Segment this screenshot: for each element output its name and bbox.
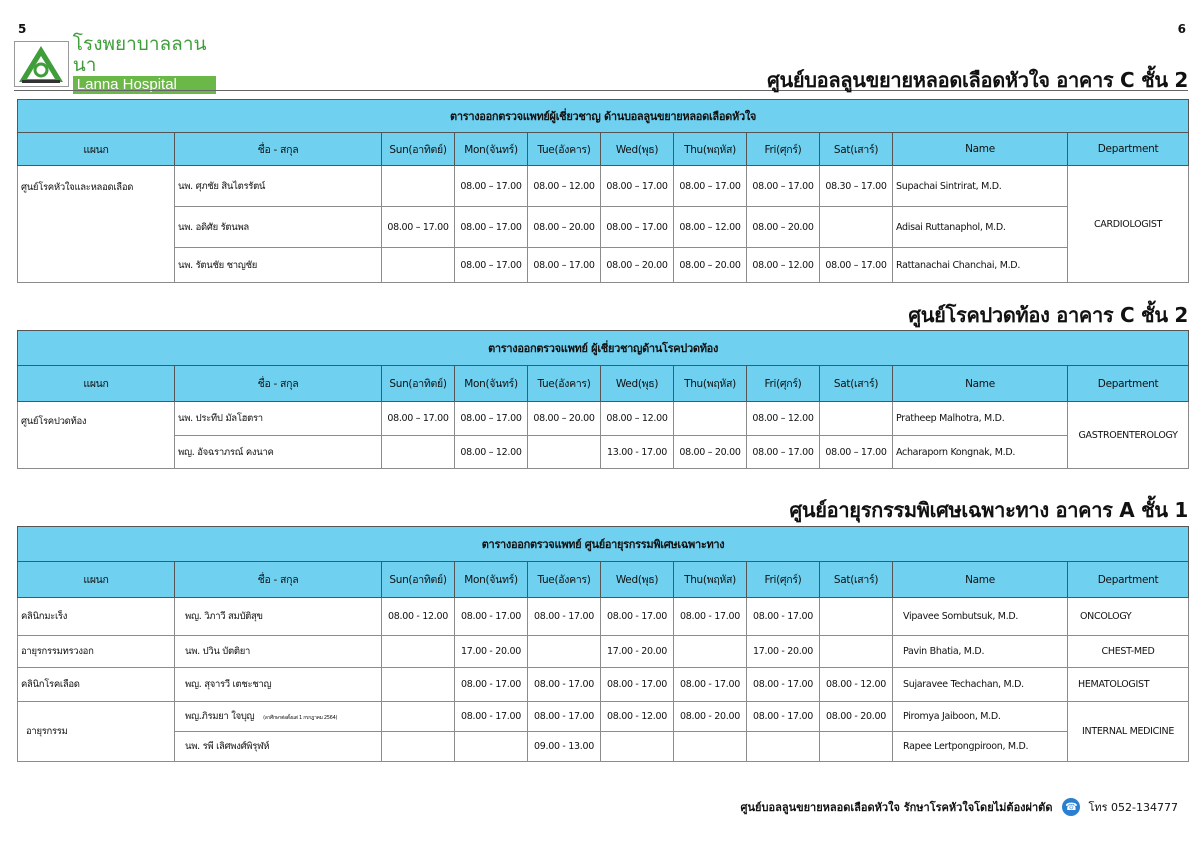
schedule-cell: 08.00 – 17.00 bbox=[382, 207, 455, 248]
department-cell: ONCOLOGY bbox=[1068, 598, 1189, 636]
schedule-cell: 08.00 – 12.00 bbox=[528, 166, 601, 207]
header-cell: ชื่อ - สกุล bbox=[175, 133, 382, 166]
schedule-table-cardiac bbox=[17, 99, 1189, 283]
footer-phone: โทร 052-134777 bbox=[1088, 801, 1178, 814]
header-cell: Sat(เสาร์) bbox=[820, 133, 893, 166]
table-title: ตารางออกตรวจแพทย์ ศูนย์อายุรกรรมพิเศษเฉพาะทาง bbox=[18, 527, 1189, 562]
schedule-cell: 08.00 – 20.00 bbox=[747, 207, 820, 248]
schedule-cell: 08.00 - 17.00 bbox=[528, 668, 601, 702]
header-cell: Sun(อาทิตย์) bbox=[382, 133, 455, 166]
schedule-cell: 08.00 - 12.00 bbox=[820, 668, 893, 702]
schedule-cell: 08.00 – 20.00 bbox=[601, 248, 674, 283]
doctor-name-th: นพ. ปวิน บัตติยา bbox=[175, 636, 382, 668]
doctor-name-th: พญ. สุจารวี เตชะชาญ bbox=[175, 668, 382, 702]
doctor-name-en: Supachai Sintrirat, M.D. bbox=[893, 166, 1068, 207]
schedule-cell: 08.00 - 17.00 bbox=[601, 598, 674, 636]
logo-english-text: Lanna Hospital bbox=[73, 76, 216, 94]
header-cell: Sun(อาทิตย์) bbox=[382, 366, 455, 402]
header-cell: Fri(ศุกร์) bbox=[747, 366, 820, 402]
schedule-cell: 08.00 - 17.00 bbox=[455, 702, 528, 732]
schedule-cell: 09.00 - 13.00 bbox=[528, 732, 601, 762]
schedule-cell: 08.00 - 17.00 bbox=[747, 668, 820, 702]
header-cell: Tue(อังคาร) bbox=[528, 133, 601, 166]
header-cell: Tue(อังคาร) bbox=[528, 366, 601, 402]
schedule-cell bbox=[820, 402, 893, 436]
schedule-cell bbox=[382, 436, 455, 469]
schedule-cell: 08.00 - 17.00 bbox=[528, 702, 601, 732]
schedule-cell: 08.00 – 12.00 bbox=[455, 436, 528, 469]
table-row bbox=[18, 702, 1189, 732]
doctor-name-th: นพ. ศุภชัย สินไตรรัตน์ bbox=[175, 166, 382, 207]
table-row bbox=[18, 732, 1189, 762]
section-title-cardiac: ศูนย์บอลลูนขยายหลอดเลือดหัวใจ อาคาร C ชั้น 2 bbox=[767, 68, 1188, 92]
schedule-cell: 08.00 - 20.00 bbox=[674, 702, 747, 732]
doctor-name-en: Pavin Bhatia, M.D. bbox=[893, 636, 1068, 668]
schedule-cell bbox=[674, 732, 747, 762]
doctor-name-en: Rapee Lertpongpiroon, M.D. bbox=[893, 732, 1068, 762]
header-cell: Thu(พฤหัส) bbox=[674, 562, 747, 598]
schedule-cell: 08.00 - 17.00 bbox=[601, 668, 674, 702]
schedule-cell: 08.00 - 17.00 bbox=[674, 598, 747, 636]
schedule-cell: 08.00 – 17.00 bbox=[455, 402, 528, 436]
header-cell: Mon(จันทร์) bbox=[455, 562, 528, 598]
header-cell: Sun(อาทิตย์) bbox=[382, 562, 455, 598]
schedule-cell: 08.00 – 20.00 bbox=[528, 207, 601, 248]
header-cell: ชื่อ - สกุล bbox=[175, 562, 382, 598]
department-cell: HEMATOLOGIST bbox=[1068, 668, 1189, 702]
schedule-cell: 08.00 – 17.00 bbox=[601, 207, 674, 248]
header-cell: แผนก bbox=[18, 133, 175, 166]
page-number-left: 5 bbox=[18, 22, 27, 36]
doctor-note: (ลาศึกษาต่อตั้งแต่ 1 กรกฎาคม 2564) bbox=[263, 715, 338, 721]
logo-thai-text: โรงพยาบาลลานนา bbox=[72, 33, 207, 76]
schedule-cell: 08.00 - 17.00 bbox=[747, 598, 820, 636]
page-number-right: 6 bbox=[1177, 22, 1186, 36]
doctor-name-en: Pratheep Malhotra, M.D. bbox=[893, 402, 1068, 436]
department-cell: CHEST-MED bbox=[1068, 636, 1189, 668]
header-cell: Wed(พุธ) bbox=[601, 366, 674, 402]
schedule-cell bbox=[820, 636, 893, 668]
doctor-name-th: นพ. รัตนชัย ชาญชัย bbox=[175, 248, 382, 283]
section-title-internal-med: ศูนย์อายุรกรรมพิเศษเฉพาะทาง อาคาร A ชั้น 1 bbox=[789, 498, 1188, 522]
schedule-cell bbox=[820, 732, 893, 762]
schedule-cell: 13.00 - 17.00 bbox=[601, 436, 674, 469]
doctor-name-th: พญ. วิภาวี สมบัติสุข bbox=[175, 598, 382, 636]
header-cell: Sat(เสาร์) bbox=[820, 366, 893, 402]
schedule-cell: 08.00 – 20.00 bbox=[674, 436, 747, 469]
footer bbox=[741, 798, 1178, 816]
schedule-cell: 08.00 - 17.00 bbox=[747, 702, 820, 732]
header-cell: Mon(จันทร์) bbox=[455, 133, 528, 166]
schedule-cell bbox=[382, 702, 455, 732]
schedule-cell: 08.00 – 17.00 bbox=[747, 166, 820, 207]
schedule-cell: 08.00 – 17.00 bbox=[747, 436, 820, 469]
schedule-cell bbox=[674, 402, 747, 436]
header-cell: Department bbox=[1068, 562, 1189, 598]
table-title: ตารางออกตรวจแพทย์ผู้เชี่ยวชาญ ด้านบอลลูนขยายหลอดเลือดหัวใจ bbox=[18, 100, 1189, 133]
schedule-cell: 08.00 – 17.00 bbox=[382, 402, 455, 436]
unit-cell: อายุรกรรม bbox=[18, 702, 175, 762]
schedule-cell: 08.00 – 20.00 bbox=[674, 248, 747, 283]
doctor-name-th: นพ. ประทีป มัลโฮตรา bbox=[175, 402, 382, 436]
doctor-name-th: นพ. อดิศัย รัตนพล bbox=[175, 207, 382, 248]
footer-text: ศูนย์บอลลูนขยายหลอดเลือดหัวใจ รักษาโรคหัวใจโดยไม่ต้องผ่าตัด bbox=[740, 801, 1053, 814]
header-cell: Department bbox=[1068, 133, 1189, 166]
table-title: ตารางออกตรวจแพทย์ ผู้เชี่ยวชาญด้านโรคปวดท้อง bbox=[18, 331, 1189, 366]
schedule-cell: 08.00 – 17.00 bbox=[455, 166, 528, 207]
schedule-cell: 17.00 - 20.00 bbox=[455, 636, 528, 668]
header-cell: Name bbox=[893, 366, 1068, 402]
section-title-gastro: ศูนย์โรคปวดท้อง อาคาร C ชั้น 2 bbox=[908, 303, 1188, 327]
schedule-cell bbox=[820, 207, 893, 248]
schedule-cell bbox=[528, 436, 601, 469]
doctor-name-en: Adisai Ruttanaphol, M.D. bbox=[893, 207, 1068, 248]
schedule-cell bbox=[382, 636, 455, 668]
unit-cell: คลินิกมะเร็ง bbox=[18, 598, 175, 636]
schedule-cell: 08.00 – 12.00 bbox=[747, 402, 820, 436]
schedule-cell bbox=[382, 248, 455, 283]
unit-cell: อายุรกรรมทรวงอก bbox=[18, 636, 175, 668]
schedule-cell: 08.00 – 17.00 bbox=[601, 166, 674, 207]
logo-emblem-icon bbox=[14, 41, 69, 87]
table-row bbox=[18, 668, 1189, 702]
table-row bbox=[18, 166, 1189, 207]
schedule-table-internal-med bbox=[17, 526, 1189, 762]
department-cell: INTERNAL MEDICINE bbox=[1068, 702, 1189, 762]
header-cell: Thu(พฤหัส) bbox=[674, 133, 747, 166]
unit-cell: ศูนย์โรคหัวใจและหลอดเลือด bbox=[18, 166, 175, 283]
schedule-cell: 08.00 – 17.00 bbox=[455, 248, 528, 283]
doctor-name-en: Rattanachai Chanchai, M.D. bbox=[893, 248, 1068, 283]
department-cell: CARDIOLOGIST bbox=[1068, 166, 1189, 283]
header-cell: Fri(ศุกร์) bbox=[747, 133, 820, 166]
schedule-cell: 08.00 - 17.00 bbox=[455, 598, 528, 636]
doctor-name-th: นพ. รพี เลิศพงศ์พิรุฬห์ bbox=[175, 732, 382, 762]
table-row bbox=[18, 248, 1189, 283]
department-cell: GASTROENTEROLOGY bbox=[1068, 402, 1189, 469]
table-row bbox=[18, 402, 1189, 436]
schedule-cell: 08.00 - 17.00 bbox=[528, 598, 601, 636]
schedule-cell bbox=[674, 636, 747, 668]
unit-cell: คลินิกโรคเลือด bbox=[18, 668, 175, 702]
doctor-name-th: พญ. อัจฉราภรณ์ คงนาค bbox=[175, 436, 382, 469]
schedule-cell: 08.00 – 17.00 bbox=[528, 248, 601, 283]
schedule-cell: 08.00 – 12.00 bbox=[601, 402, 674, 436]
header-cell: Mon(จันทร์) bbox=[455, 366, 528, 402]
header-cell: แผนก bbox=[18, 366, 175, 402]
doctor-name-en: Piromya Jaiboon, M.D. bbox=[893, 702, 1068, 732]
header-cell: Fri(ศุกร์) bbox=[747, 562, 820, 598]
schedule-cell: 08.30 – 17.00 bbox=[820, 166, 893, 207]
schedule-cell bbox=[528, 636, 601, 668]
table-row bbox=[18, 436, 1189, 469]
header-cell: Name bbox=[893, 562, 1068, 598]
schedule-cell: 08.00 – 17.00 bbox=[820, 248, 893, 283]
table-row bbox=[18, 636, 1189, 668]
header-cell: Tue(อังคาร) bbox=[528, 562, 601, 598]
schedule-cell bbox=[455, 732, 528, 762]
doctor-name-en: Sujaravee Techachan, M.D. bbox=[893, 668, 1068, 702]
schedule-cell bbox=[747, 732, 820, 762]
header-cell: Department bbox=[1068, 366, 1189, 402]
header-cell: แผนก bbox=[18, 562, 175, 598]
schedule-cell bbox=[601, 732, 674, 762]
schedule-cell: 08.00 – 17.00 bbox=[455, 207, 528, 248]
schedule-cell: 08.00 – 12.00 bbox=[674, 207, 747, 248]
header-cell: Sat(เสาร์) bbox=[820, 562, 893, 598]
schedule-cell: 08.00 – 17.00 bbox=[674, 166, 747, 207]
header-cell: Wed(พุธ) bbox=[601, 133, 674, 166]
table-row bbox=[18, 598, 1189, 636]
schedule-cell: 17.00 - 20.00 bbox=[601, 636, 674, 668]
unit-cell: ศูนย์โรคปวดท้อง bbox=[18, 402, 175, 469]
doctor-name-en: Vipavee Sombutsuk, M.D. bbox=[893, 598, 1068, 636]
doctor-name-en: Acharaporn Kongnak, M.D. bbox=[893, 436, 1068, 469]
doctor-name-cell bbox=[175, 702, 382, 732]
table-row bbox=[18, 207, 1189, 248]
schedule-cell: 08.00 - 12.00 bbox=[382, 598, 455, 636]
header-cell: ชื่อ - สกุล bbox=[175, 366, 382, 402]
schedule-cell bbox=[820, 598, 893, 636]
doctor-name-th: พญ.ภิรมยา ใจบุญ bbox=[185, 711, 255, 722]
schedule-cell: 08.00 - 12.00 bbox=[601, 702, 674, 732]
phone-icon: ☎ bbox=[1062, 798, 1080, 816]
hospital-logo bbox=[14, 33, 216, 93]
schedule-cell: 08.00 – 12.00 bbox=[747, 248, 820, 283]
schedule-cell bbox=[382, 732, 455, 762]
schedule-table-gastro bbox=[17, 330, 1189, 469]
schedule-cell bbox=[382, 668, 455, 702]
schedule-cell: 08.00 - 20.00 bbox=[820, 702, 893, 732]
schedule-cell: 08.00 - 17.00 bbox=[674, 668, 747, 702]
header-cell: Thu(พฤหัส) bbox=[674, 366, 747, 402]
schedule-cell: 17.00 - 20.00 bbox=[747, 636, 820, 668]
header-cell: Name bbox=[893, 133, 1068, 166]
schedule-cell: 08.00 – 17.00 bbox=[820, 436, 893, 469]
header-cell: Wed(พุธ) bbox=[601, 562, 674, 598]
schedule-cell bbox=[382, 166, 455, 207]
schedule-cell: 08.00 - 17.00 bbox=[455, 668, 528, 702]
schedule-cell: 08.00 – 20.00 bbox=[528, 402, 601, 436]
